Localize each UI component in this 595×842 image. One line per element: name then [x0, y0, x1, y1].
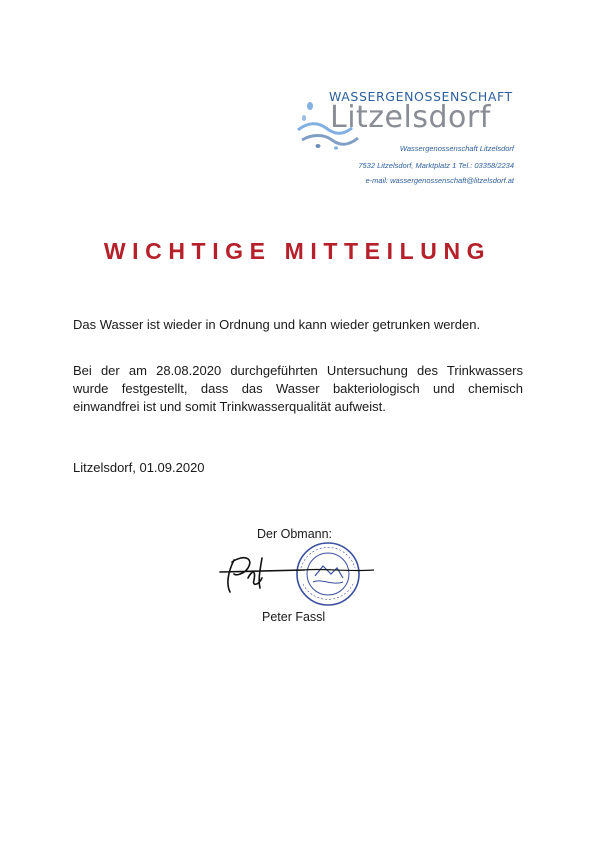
org-line: WASSERGENOSSENSCHAFT — [329, 89, 513, 104]
contact-org: Wassergenossenschaft Litzelsdorf — [399, 144, 514, 153]
body-paragraph-2: Bei der am 28.08.2020 durchgeführten Untersuchung des Trinkwassers wurde festgestellt, dass das Wasser bakteriologisch und chemisch einwandfrei ist und somit Trinkwasserqualität aufweist. — [73, 363, 523, 414]
town-name: Litzelsdorf — [330, 100, 491, 135]
place-date: Litzelsdorf, 01.09.2020 — [73, 460, 205, 475]
headline: WICHTIGE MITTEILUNG — [103, 238, 492, 264]
contact-address: 7532 Litzelsdorf, Marktplatz 1 Tel.: 03358/2234 — [358, 161, 514, 170]
body-paragraph-1: Das Wasser ist wieder in Ordnung und kann wieder getrunken werden. — [73, 317, 481, 332]
handwritten-signature-icon — [214, 548, 384, 608]
contact-email: e-mail: wassergenossenschaft@litzelsdorf.at — [365, 176, 514, 185]
signer-name: Peter Fassl — [262, 610, 326, 624]
signer-role: Der Obmann: — [257, 527, 333, 541]
letterhead — [296, 86, 526, 186]
